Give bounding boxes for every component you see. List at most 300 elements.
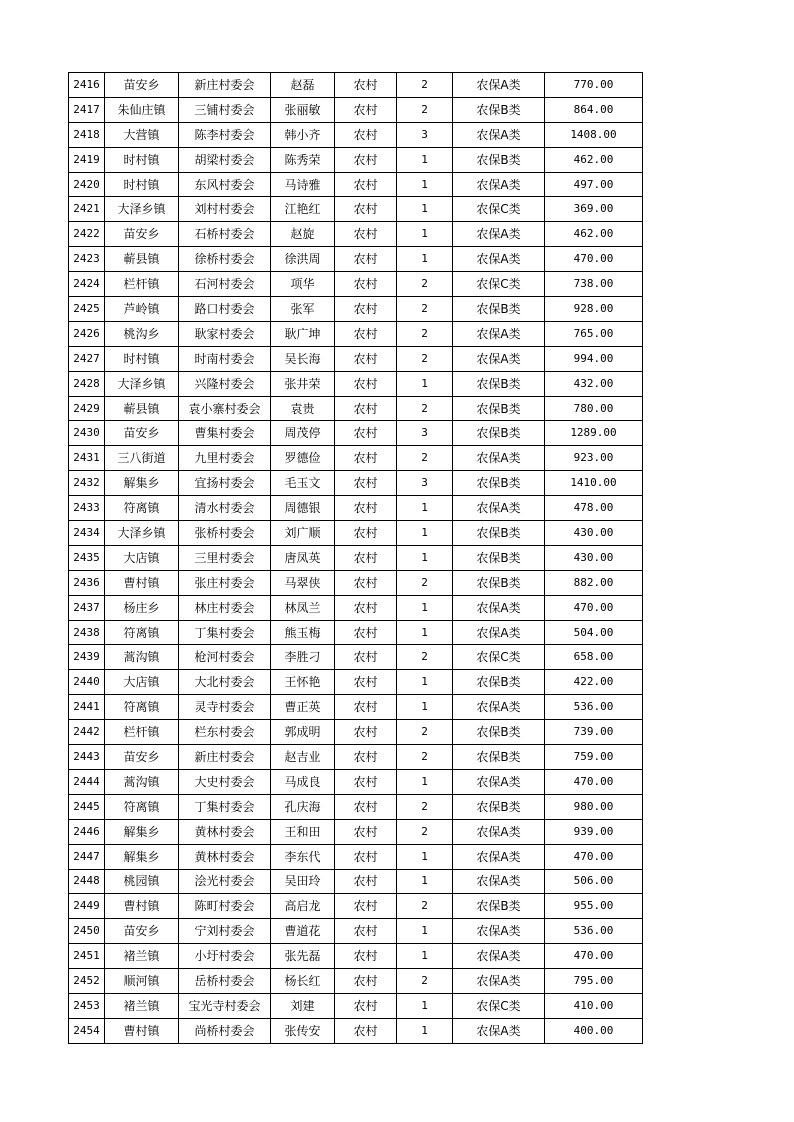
table-row: [69, 197, 643, 222]
cell-id: 2420: [69, 172, 105, 197]
table-body: [69, 73, 643, 1044]
cell-name: 杨长红: [271, 969, 335, 994]
cell-town: 栏杆镇: [105, 272, 179, 297]
cell-name: 毛玉文: [271, 471, 335, 496]
cell-area: 农村: [335, 471, 397, 496]
table-row: [69, 122, 643, 147]
cell-area: 农村: [335, 496, 397, 521]
cell-area: 农村: [335, 1018, 397, 1043]
cell-amount: 739.00: [545, 720, 643, 745]
cell-village: 尚桥村委会: [179, 1018, 271, 1043]
cell-name: 吴长海: [271, 346, 335, 371]
cell-village: 浍光村委会: [179, 869, 271, 894]
table-row: [69, 819, 643, 844]
cell-town: 杨庄乡: [105, 595, 179, 620]
cell-category: 农保C类: [453, 197, 545, 222]
cell-count: 2: [397, 396, 453, 421]
cell-name: 江艳红: [271, 197, 335, 222]
cell-name: 徐洪周: [271, 247, 335, 272]
cell-category: 农保B类: [453, 421, 545, 446]
cell-category: 农保B类: [453, 371, 545, 396]
cell-area: 农村: [335, 396, 397, 421]
cell-category: 农保A类: [453, 1018, 545, 1043]
table-row: [69, 894, 643, 919]
cell-town: 解集乡: [105, 844, 179, 869]
cell-name: 曹道花: [271, 919, 335, 944]
cell-town: 符离镇: [105, 695, 179, 720]
cell-area: 农村: [335, 720, 397, 745]
table-row: [69, 545, 643, 570]
cell-name: 张丽敏: [271, 97, 335, 122]
cell-area: 农村: [335, 346, 397, 371]
cell-town: 大泽乡镇: [105, 197, 179, 222]
cell-name: 孔庆海: [271, 794, 335, 819]
table-row: [69, 247, 643, 272]
cell-amount: 939.00: [545, 819, 643, 844]
table-row: [69, 670, 643, 695]
cell-count: 1: [397, 521, 453, 546]
cell-village: 陈町村委会: [179, 894, 271, 919]
cell-area: 农村: [335, 172, 397, 197]
cell-id: 2448: [69, 869, 105, 894]
cell-category: 农保B类: [453, 521, 545, 546]
cell-id: 2431: [69, 446, 105, 471]
cell-town: 蕲县镇: [105, 247, 179, 272]
cell-area: 农村: [335, 894, 397, 919]
cell-amount: 470.00: [545, 595, 643, 620]
cell-amount: 780.00: [545, 396, 643, 421]
cell-area: 农村: [335, 595, 397, 620]
cell-area: 农村: [335, 272, 397, 297]
cell-village: 黄林村委会: [179, 819, 271, 844]
cell-town: 大营镇: [105, 122, 179, 147]
table-row: [69, 595, 643, 620]
cell-id: 2422: [69, 222, 105, 247]
cell-area: 农村: [335, 122, 397, 147]
cell-amount: 765.00: [545, 321, 643, 346]
table-row: [69, 396, 643, 421]
cell-name: 曹正英: [271, 695, 335, 720]
cell-amount: 955.00: [545, 894, 643, 919]
table-row: [69, 1018, 643, 1043]
cell-town: 褚兰镇: [105, 993, 179, 1018]
cell-village: 路口村委会: [179, 297, 271, 322]
cell-town: 时村镇: [105, 172, 179, 197]
cell-count: 1: [397, 695, 453, 720]
table-row: [69, 147, 643, 172]
table-row: [69, 297, 643, 322]
cell-amount: 432.00: [545, 371, 643, 396]
cell-id: 2452: [69, 969, 105, 994]
cell-village: 九里村委会: [179, 446, 271, 471]
table-row: [69, 645, 643, 670]
cell-town: 朱仙庄镇: [105, 97, 179, 122]
cell-area: 农村: [335, 521, 397, 546]
cell-category: 农保A类: [453, 446, 545, 471]
cell-village: 耿家村委会: [179, 321, 271, 346]
cell-village: 丁集村委会: [179, 620, 271, 645]
cell-count: 1: [397, 919, 453, 944]
table-row: [69, 471, 643, 496]
cell-count: 2: [397, 73, 453, 98]
cell-town: 蒿沟镇: [105, 645, 179, 670]
cell-id: 2433: [69, 496, 105, 521]
cell-name: 张传安: [271, 1018, 335, 1043]
cell-village: 张庄村委会: [179, 570, 271, 595]
cell-count: 1: [397, 172, 453, 197]
cell-area: 农村: [335, 97, 397, 122]
cell-count: 1: [397, 1018, 453, 1043]
cell-village: 宝光寺村委会: [179, 993, 271, 1018]
cell-category: 农保C类: [453, 993, 545, 1018]
table-row: [69, 919, 643, 944]
cell-town: 时村镇: [105, 346, 179, 371]
cell-amount: 1408.00: [545, 122, 643, 147]
cell-name: 陈秀荣: [271, 147, 335, 172]
table-row: [69, 371, 643, 396]
cell-name: 韩小齐: [271, 122, 335, 147]
cell-town: 符离镇: [105, 620, 179, 645]
cell-count: 1: [397, 147, 453, 172]
cell-town: 蕲县镇: [105, 396, 179, 421]
cell-amount: 462.00: [545, 147, 643, 172]
cell-village: 石河村委会: [179, 272, 271, 297]
cell-count: 1: [397, 595, 453, 620]
cell-name: 周德银: [271, 496, 335, 521]
cell-name: 张井荣: [271, 371, 335, 396]
cell-count: 1: [397, 993, 453, 1018]
cell-count: 2: [397, 446, 453, 471]
cell-count: 1: [397, 545, 453, 570]
cell-amount: 422.00: [545, 670, 643, 695]
cell-name: 王和田: [271, 819, 335, 844]
cell-id: 2425: [69, 297, 105, 322]
cell-village: 曹集村委会: [179, 421, 271, 446]
cell-amount: 738.00: [545, 272, 643, 297]
cell-id: 2450: [69, 919, 105, 944]
table-row: [69, 844, 643, 869]
cell-id: 2419: [69, 147, 105, 172]
cell-id: 2446: [69, 819, 105, 844]
cell-id: 2449: [69, 894, 105, 919]
cell-village: 灵寺村委会: [179, 695, 271, 720]
cell-count: 2: [397, 297, 453, 322]
cell-town: 顺河镇: [105, 969, 179, 994]
cell-town: 栏杆镇: [105, 720, 179, 745]
cell-category: 农保A类: [453, 969, 545, 994]
table-row: [69, 172, 643, 197]
cell-name: 张先磊: [271, 944, 335, 969]
cell-amount: 980.00: [545, 794, 643, 819]
cell-name: 林凤兰: [271, 595, 335, 620]
cell-village: 徐桥村委会: [179, 247, 271, 272]
cell-town: 符离镇: [105, 794, 179, 819]
cell-area: 农村: [335, 297, 397, 322]
cell-town: 苗安乡: [105, 222, 179, 247]
cell-town: 曹村镇: [105, 894, 179, 919]
cell-town: 桃园镇: [105, 869, 179, 894]
cell-category: 农保A类: [453, 819, 545, 844]
cell-count: 2: [397, 321, 453, 346]
cell-village: 新庄村委会: [179, 73, 271, 98]
table-row: [69, 620, 643, 645]
cell-id: 2428: [69, 371, 105, 396]
cell-count: 1: [397, 844, 453, 869]
cell-category: 农保A类: [453, 620, 545, 645]
cell-area: 农村: [335, 545, 397, 570]
cell-count: 2: [397, 272, 453, 297]
cell-village: 三里村委会: [179, 545, 271, 570]
cell-area: 农村: [335, 73, 397, 98]
cell-name: 赵旋: [271, 222, 335, 247]
cell-amount: 410.00: [545, 993, 643, 1018]
cell-count: 2: [397, 346, 453, 371]
cell-area: 农村: [335, 695, 397, 720]
cell-category: 农保B类: [453, 720, 545, 745]
table-row: [69, 321, 643, 346]
cell-amount: 536.00: [545, 919, 643, 944]
cell-amount: 430.00: [545, 521, 643, 546]
cell-name: 赵磊: [271, 73, 335, 98]
cell-count: 3: [397, 122, 453, 147]
cell-town: 大店镇: [105, 545, 179, 570]
cell-id: 2423: [69, 247, 105, 272]
cell-id: 2424: [69, 272, 105, 297]
table-row: [69, 521, 643, 546]
cell-category: 农保A类: [453, 172, 545, 197]
table-row: [69, 97, 643, 122]
cell-name: 马翠侠: [271, 570, 335, 595]
cell-town: 褚兰镇: [105, 944, 179, 969]
cell-name: 王怀艳: [271, 670, 335, 695]
cell-category: 农保B类: [453, 745, 545, 770]
cell-village: 枪河村委会: [179, 645, 271, 670]
cell-id: 2416: [69, 73, 105, 98]
cell-area: 农村: [335, 869, 397, 894]
cell-amount: 923.00: [545, 446, 643, 471]
table-row: [69, 745, 643, 770]
cell-town: 符离镇: [105, 496, 179, 521]
cell-id: 2441: [69, 695, 105, 720]
cell-town: 苗安乡: [105, 73, 179, 98]
table-row: [69, 496, 643, 521]
cell-village: 兴隆村委会: [179, 371, 271, 396]
cell-village: 宜扬村委会: [179, 471, 271, 496]
cell-village: 袁小寨村委会: [179, 396, 271, 421]
cell-area: 农村: [335, 147, 397, 172]
cell-amount: 770.00: [545, 73, 643, 98]
cell-count: 3: [397, 471, 453, 496]
cell-id: 2434: [69, 521, 105, 546]
cell-name: 高启龙: [271, 894, 335, 919]
cell-name: 项华: [271, 272, 335, 297]
cell-count: 1: [397, 222, 453, 247]
cell-village: 时南村委会: [179, 346, 271, 371]
cell-town: 大泽乡镇: [105, 521, 179, 546]
cell-area: 农村: [335, 969, 397, 994]
cell-name: 吴田玲: [271, 869, 335, 894]
cell-id: 2436: [69, 570, 105, 595]
cell-amount: 864.00: [545, 97, 643, 122]
cell-category: 农保A类: [453, 869, 545, 894]
cell-id: 2418: [69, 122, 105, 147]
cell-area: 农村: [335, 446, 397, 471]
cell-category: 农保A类: [453, 695, 545, 720]
cell-category: 农保C类: [453, 645, 545, 670]
cell-village: 胡梁村委会: [179, 147, 271, 172]
table-row: [69, 993, 643, 1018]
cell-category: 农保B类: [453, 297, 545, 322]
cell-count: 1: [397, 944, 453, 969]
cell-area: 农村: [335, 321, 397, 346]
cell-area: 农村: [335, 769, 397, 794]
cell-area: 农村: [335, 819, 397, 844]
cell-category: 农保A类: [453, 944, 545, 969]
cell-village: 陈李村委会: [179, 122, 271, 147]
table-row: [69, 969, 643, 994]
cell-amount: 478.00: [545, 496, 643, 521]
cell-category: 农保C类: [453, 272, 545, 297]
cell-category: 农保A类: [453, 321, 545, 346]
cell-town: 桃沟乡: [105, 321, 179, 346]
cell-category: 农保A类: [453, 346, 545, 371]
cell-category: 农保B类: [453, 545, 545, 570]
cell-count: 1: [397, 197, 453, 222]
cell-count: 1: [397, 769, 453, 794]
cell-id: 2451: [69, 944, 105, 969]
cell-name: 赵吉业: [271, 745, 335, 770]
cell-count: 3: [397, 421, 453, 446]
cell-town: 苗安乡: [105, 919, 179, 944]
cell-category: 农保A类: [453, 73, 545, 98]
cell-count: 2: [397, 969, 453, 994]
cell-village: 东风村委会: [179, 172, 271, 197]
cell-town: 苗安乡: [105, 745, 179, 770]
cell-village: 刘村村委会: [179, 197, 271, 222]
cell-village: 清水村委会: [179, 496, 271, 521]
cell-count: 1: [397, 620, 453, 645]
table-row: [69, 720, 643, 745]
cell-count: 1: [397, 670, 453, 695]
cell-town: 解集乡: [105, 471, 179, 496]
cell-amount: 658.00: [545, 645, 643, 670]
cell-id: 2443: [69, 745, 105, 770]
cell-id: 2437: [69, 595, 105, 620]
cell-amount: 400.00: [545, 1018, 643, 1043]
cell-amount: 462.00: [545, 222, 643, 247]
cell-id: 2432: [69, 471, 105, 496]
cell-name: 耿广坤: [271, 321, 335, 346]
cell-amount: 759.00: [545, 745, 643, 770]
cell-id: 2444: [69, 769, 105, 794]
cell-village: 小圩村委会: [179, 944, 271, 969]
cell-id: 2426: [69, 321, 105, 346]
cell-village: 宁刘村委会: [179, 919, 271, 944]
cell-count: 1: [397, 869, 453, 894]
cell-amount: 470.00: [545, 844, 643, 869]
cell-count: 1: [397, 496, 453, 521]
cell-id: 2454: [69, 1018, 105, 1043]
cell-town: 蒿沟镇: [105, 769, 179, 794]
cell-category: 农保B类: [453, 894, 545, 919]
cell-amount: 882.00: [545, 570, 643, 595]
cell-count: 2: [397, 745, 453, 770]
cell-count: 1: [397, 247, 453, 272]
cell-area: 农村: [335, 670, 397, 695]
cell-amount: 1289.00: [545, 421, 643, 446]
cell-area: 农村: [335, 794, 397, 819]
cell-category: 农保B类: [453, 471, 545, 496]
cell-village: 大北村委会: [179, 670, 271, 695]
cell-name: 唐凤英: [271, 545, 335, 570]
cell-category: 农保A类: [453, 222, 545, 247]
cell-village: 张桥村委会: [179, 521, 271, 546]
cell-name: 马成良: [271, 769, 335, 794]
cell-name: 郭成明: [271, 720, 335, 745]
cell-area: 农村: [335, 247, 397, 272]
cell-count: 2: [397, 720, 453, 745]
cell-village: 黄林村委会: [179, 844, 271, 869]
cell-name: 张军: [271, 297, 335, 322]
cell-town: 大泽乡镇: [105, 371, 179, 396]
cell-id: 2447: [69, 844, 105, 869]
cell-id: 2442: [69, 720, 105, 745]
cell-id: 2445: [69, 794, 105, 819]
cell-category: 农保A类: [453, 919, 545, 944]
cell-id: 2438: [69, 620, 105, 645]
cell-name: 李东代: [271, 844, 335, 869]
cell-area: 农村: [335, 919, 397, 944]
cell-amount: 369.00: [545, 197, 643, 222]
cell-id: 2453: [69, 993, 105, 1018]
cell-town: 曹村镇: [105, 1018, 179, 1043]
cell-village: 三铺村委会: [179, 97, 271, 122]
cell-town: 解集乡: [105, 819, 179, 844]
table-row: [69, 272, 643, 297]
cell-town: 时村镇: [105, 147, 179, 172]
table-row: [69, 695, 643, 720]
cell-category: 农保A类: [453, 496, 545, 521]
table-row: [69, 869, 643, 894]
cell-village: 大史村委会: [179, 769, 271, 794]
cell-name: 刘建: [271, 993, 335, 1018]
cell-area: 农村: [335, 993, 397, 1018]
table-row: [69, 222, 643, 247]
cell-count: 2: [397, 645, 453, 670]
cell-town: 芦岭镇: [105, 297, 179, 322]
cell-area: 农村: [335, 570, 397, 595]
cell-village: 林庄村委会: [179, 595, 271, 620]
cell-village: 岳桥村委会: [179, 969, 271, 994]
cell-count: 1: [397, 371, 453, 396]
records-table: [68, 72, 643, 1044]
cell-area: 农村: [335, 222, 397, 247]
cell-village: 丁集村委会: [179, 794, 271, 819]
cell-amount: 470.00: [545, 769, 643, 794]
cell-amount: 506.00: [545, 869, 643, 894]
cell-category: 农保A类: [453, 769, 545, 794]
cell-id: 2435: [69, 545, 105, 570]
cell-id: 2429: [69, 396, 105, 421]
cell-count: 2: [397, 97, 453, 122]
cell-category: 农保A类: [453, 122, 545, 147]
cell-town: 苗安乡: [105, 421, 179, 446]
cell-amount: 1410.00: [545, 471, 643, 496]
cell-category: 农保A类: [453, 247, 545, 272]
cell-count: 2: [397, 894, 453, 919]
cell-id: 2440: [69, 670, 105, 695]
cell-amount: 504.00: [545, 620, 643, 645]
